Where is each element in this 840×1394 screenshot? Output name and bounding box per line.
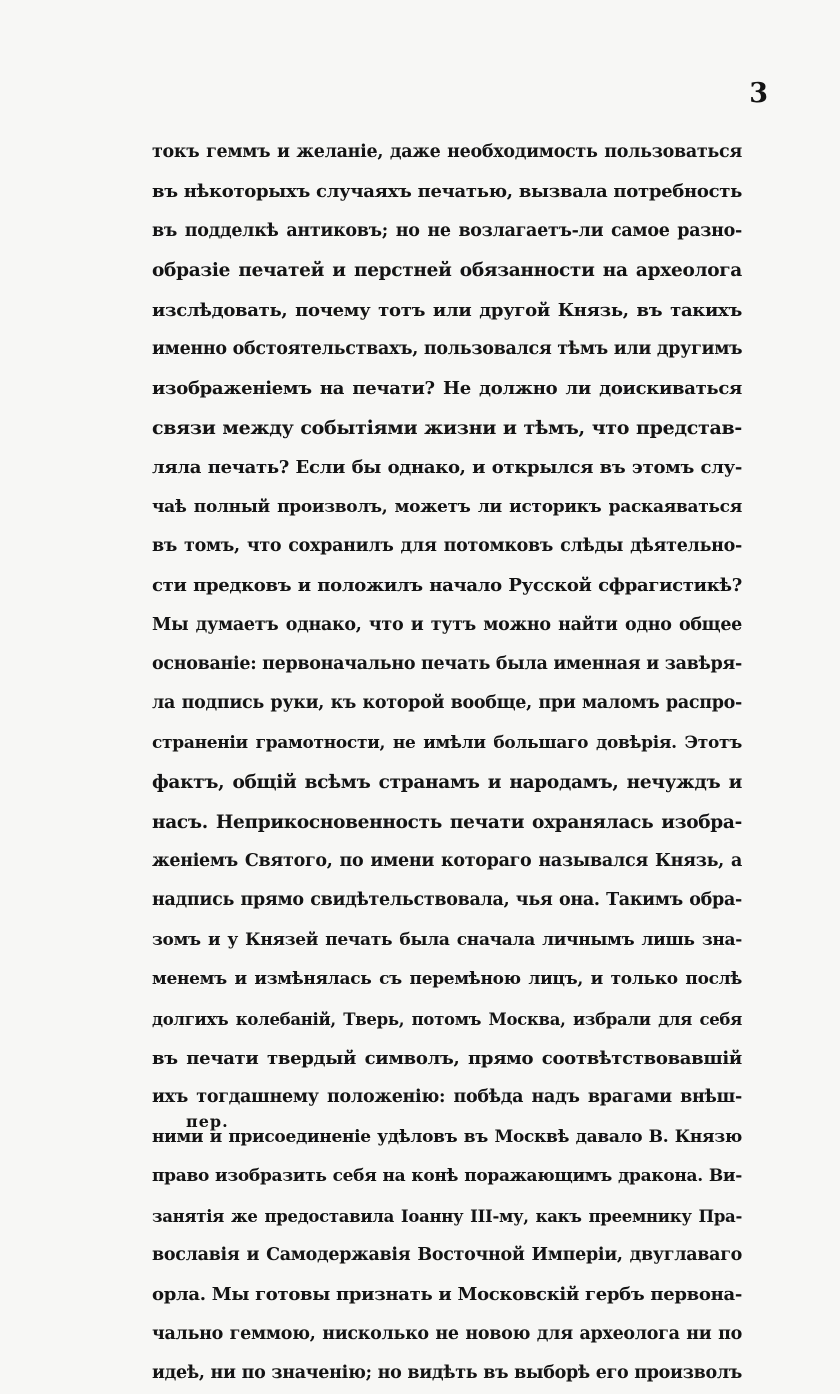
catchword: пер. [186, 1112, 229, 1131]
text-line: въ печати твердый символъ, прямо соотвѣтствовавшій [152, 1047, 742, 1069]
page-number: 3 [749, 78, 768, 109]
text-line: изображеніемъ на печати? Не должно ли доискиваться [152, 378, 742, 400]
text-line: зомъ и у Князей печать была сначала личнымъ лишь зна- [152, 929, 742, 950]
text-line: ихъ тогдашнему положенію: побѣда надъ врагами внѣш- [152, 1087, 742, 1108]
text-line: менемъ и измѣнялась съ перемѣною лицъ, и только послѣ [152, 969, 742, 990]
text-line: фактъ, общій всѣмъ странамъ и народамъ, нечуждъ и [152, 772, 742, 794]
text-line: идеѣ, ни по значенію; но видѣть въ выборѣ его произволъ [152, 1363, 742, 1384]
text-line: изслѣдовать, почему тотъ или другой Князь, въ такихъ [152, 299, 742, 321]
text-line: женіемъ Святого, по имени котораго назывался Князь, а [152, 851, 742, 872]
text-line: ними и присоединеніе удѣловъ въ Москвѣ давало В. Князю [152, 1126, 742, 1147]
text-line: чально геммою, нисколько не новою для археолога ни по [152, 1323, 742, 1344]
text-line: ла подпись руки, къ которой вообще, при маломъ распро- [152, 693, 742, 714]
text-line: образіе печатей и перстней обязанности на археолога [152, 260, 742, 282]
text-line: чаѣ полный произволъ, можетъ ли историкъ раскаяваться [152, 496, 742, 517]
text-line: насъ. Неприкосновенность печати охранялась изобра- [152, 811, 742, 833]
text-line: право изобразить себя на конѣ поражающимъ дракона. Ви- [152, 1166, 742, 1187]
text-line: долгихъ колебаній, Тверь, потомъ Москва, избрали для себя [152, 1009, 742, 1029]
text-line: связи между событіями жизни и тѣмъ, что представ- [152, 416, 742, 439]
text-line: въ томъ, что сохранилъ для потомковъ слѣды дѣятельно- [152, 535, 742, 556]
text-line: токъ геммъ и желаніе, даже необходимость пользоваться [152, 142, 742, 162]
text-line: вославія и Самодержавія Восточной Имперіи, двуглаваго [152, 1244, 742, 1265]
text-line: надпись прямо свидѣтельствовала, чья она. Такимъ обра- [152, 890, 742, 911]
text-line: сти предковъ и положилъ начало Русской сфрагистикѣ? [152, 575, 742, 597]
text-line: въ нѣкоторыхъ случаяхъ печатью, вызвала потребность [152, 181, 742, 203]
text-line: въ подделкѣ антиковъ; но не возлагаетъ-ли самое разно- [152, 220, 742, 241]
text-line: Мы думаетъ однако, что и тутъ можно найти одно общее [152, 614, 742, 635]
text-line: именно обстоятельствахъ, пользовался тѣмъ или другимъ [152, 338, 742, 359]
text-line: ляла печать? Если бы однако, и открылся въ этомъ слу- [152, 457, 742, 479]
body-text [152, 133, 742, 1394]
text-line: страненіи грамотности, не имѣли большаго довѣрія. Этотъ [152, 732, 742, 753]
text-line: основаніе: первоначально печать была именная и завѣря- [152, 654, 742, 675]
text-line: орла. Мы готовы признать и Московскій гербъ первона- [152, 1284, 742, 1306]
text-line: занятія же предоставила Іоанну III-му, какъ преемнику Пра- [152, 1206, 742, 1226]
